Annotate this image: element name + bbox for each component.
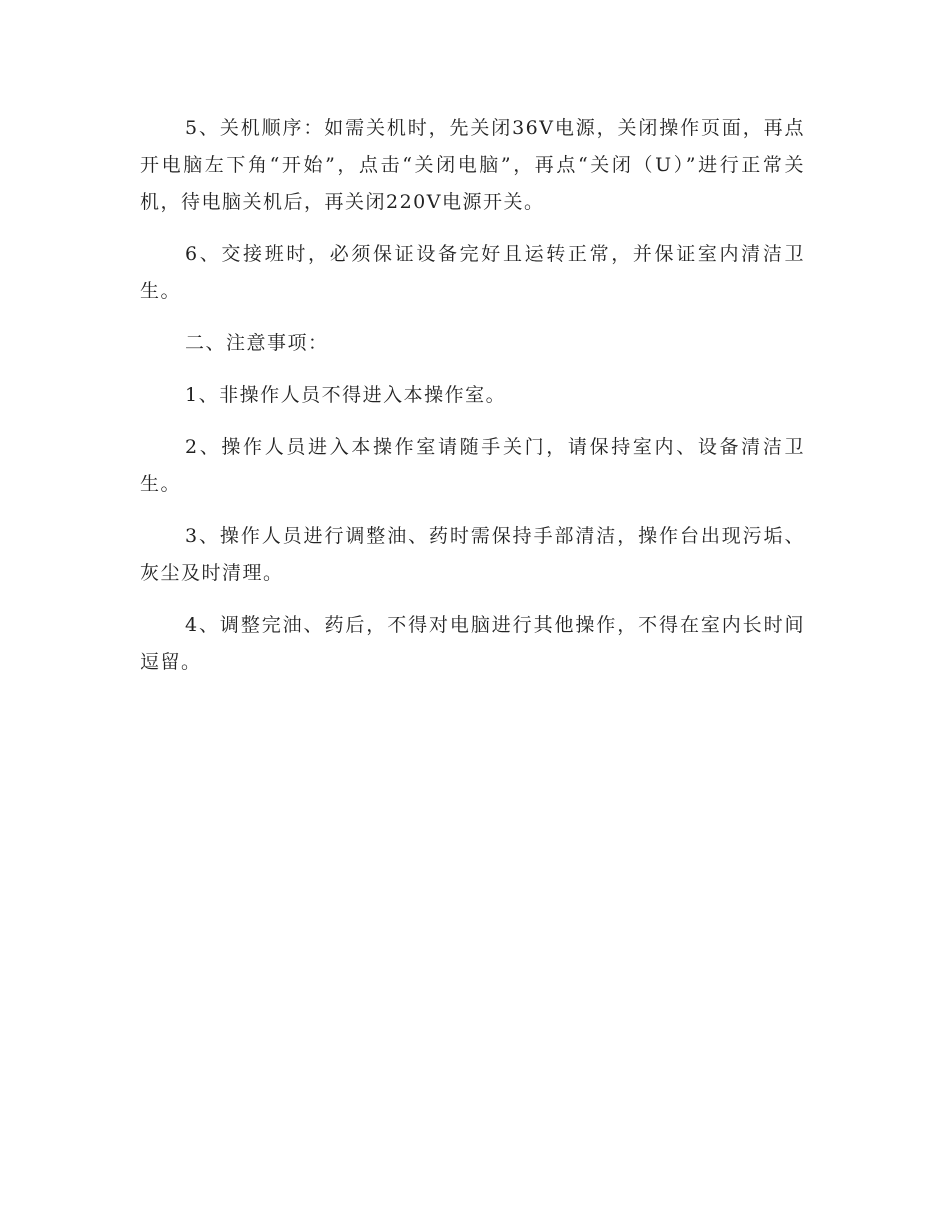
document-body xyxy=(140,110,805,696)
paragraph-shutdown-order: 5、关机顺序：如需关机时，先关闭36V电源，关闭操作页面，再点开电脑左下角“开始”，点击“关闭电脑”，再点“关闭（U）”进行正常关机，待电脑关机后，再关闭220V电源开关。 xyxy=(140,117,805,213)
section-heading-notes: 二、注意事项： xyxy=(185,332,329,354)
paragraph-shift-handover: 6、交接班时，必须保证设备完好且运转正常，并保证室内清洁卫生。 xyxy=(140,243,805,302)
paragraph-note-1: 1、非操作人员不得进入本操作室。 xyxy=(185,384,507,406)
paragraph-note-2: 2、操作人员进入本操作室请随手关门，请保持室内、设备清洁卫生。 xyxy=(140,436,805,495)
paragraph-note-4: 4、调整完油、药后，不得对电脑进行其他操作，不得在室内长时间逗留。 xyxy=(140,614,805,673)
paragraph-note-3: 3、操作人员进行调整油、药时需保持手部清洁，操作台出现污垢、灰尘及时清理。 xyxy=(140,525,805,584)
